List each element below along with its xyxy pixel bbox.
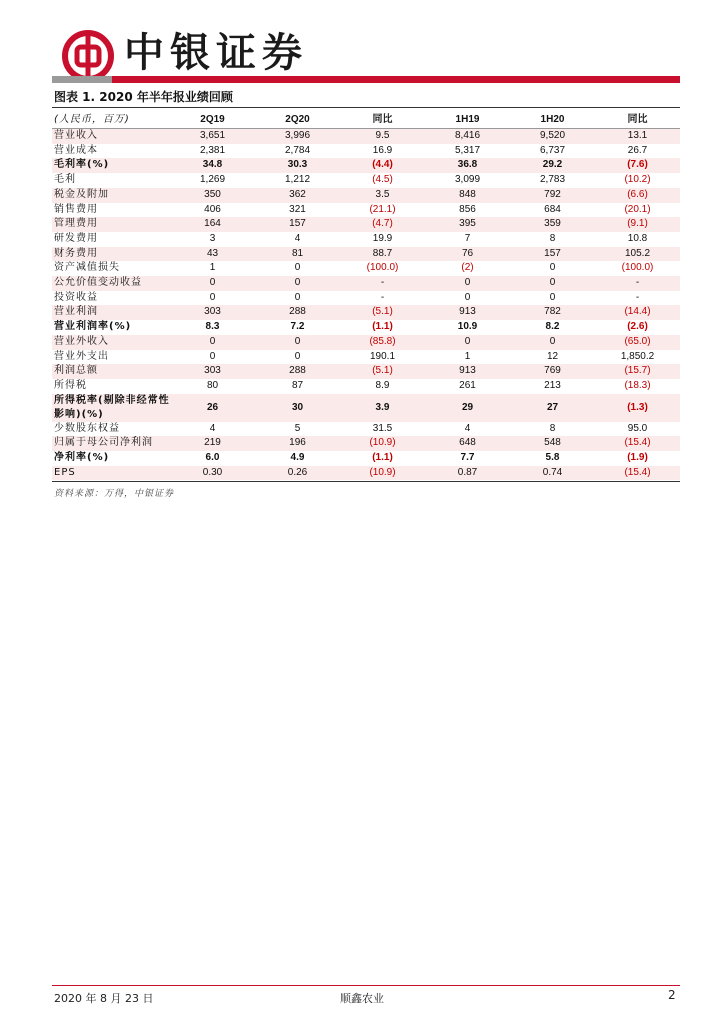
- table-cell: -: [340, 276, 425, 291]
- table-cell: 3.9: [340, 394, 425, 422]
- table-cell: 0.74: [510, 466, 595, 481]
- table-cell: 10.8: [627, 232, 648, 244]
- table-cell: 792: [510, 188, 595, 203]
- table-row: [52, 466, 680, 481]
- table-cell: (65.0): [595, 335, 680, 350]
- table-cell: 4: [209, 422, 216, 434]
- table-cell: 213: [544, 379, 561, 391]
- table-cell: 684: [544, 203, 561, 215]
- table-cell: (10.9): [340, 436, 425, 451]
- table-cell: 2,784: [284, 144, 311, 156]
- table-cell: 261: [459, 379, 476, 391]
- table-cell: 6,737: [539, 144, 566, 156]
- row-label: 研发费用: [54, 232, 98, 244]
- header-bar-accent: [52, 76, 112, 83]
- title-divider: [52, 107, 680, 108]
- table-cell: (2): [461, 262, 474, 274]
- table-cell: 548: [510, 436, 595, 451]
- table-cell: (6.6): [595, 188, 680, 203]
- table-cell: 2,381: [199, 144, 226, 156]
- table-cell: 0: [294, 262, 301, 274]
- table-cell: 7.7: [460, 452, 475, 464]
- table-row: [52, 144, 680, 159]
- table-row: [52, 350, 680, 365]
- table-cell: 1: [464, 350, 471, 362]
- table-cell: 81: [255, 247, 340, 262]
- table-cell: 3: [209, 232, 216, 244]
- table-cell: 0: [425, 335, 510, 350]
- table-row: [52, 173, 680, 188]
- table-cell: 769: [510, 364, 595, 379]
- table-cell: (100.0): [621, 262, 654, 274]
- table-cell: 7: [464, 232, 471, 244]
- table-row: [52, 436, 680, 451]
- table-row: [52, 364, 680, 379]
- table-cell: 196: [255, 436, 340, 451]
- table-cell: 4.9: [290, 452, 305, 464]
- table-cell: 27: [510, 394, 595, 422]
- table-cell: 9,520: [510, 129, 595, 144]
- table-cell: 36.8: [425, 158, 510, 173]
- brand-name: 中银证券: [124, 29, 308, 76]
- table-cell: 7.2: [290, 321, 305, 333]
- table-cell: 19.9: [372, 232, 393, 244]
- table-cell: (15.4): [595, 466, 680, 481]
- table-cell: 288: [255, 364, 340, 379]
- column-header: 1H20: [510, 112, 595, 129]
- table-cell: -: [595, 276, 680, 291]
- table-cell: 34.8: [170, 158, 255, 173]
- table-cell: (7.6): [595, 158, 680, 173]
- table-cell: (1.3): [595, 394, 680, 422]
- table-row: [52, 335, 680, 350]
- table-cell: 0: [294, 291, 301, 303]
- table-row: [52, 188, 680, 203]
- row-label: 销售费用: [54, 203, 98, 215]
- table-cell: 157: [255, 217, 340, 232]
- column-header: 同比: [595, 112, 680, 129]
- table-row: [52, 379, 680, 394]
- row-label: EPS: [52, 466, 170, 481]
- table-cell: (1.1): [372, 321, 393, 333]
- table-cell: 0: [510, 335, 595, 350]
- table-cell: 913: [425, 364, 510, 379]
- table-cell: 0: [425, 276, 510, 291]
- table-cell: 0: [170, 276, 255, 291]
- page-number: 2: [668, 988, 676, 1002]
- row-label: 公允价值变动收益: [52, 276, 170, 291]
- table-cell: (5.1): [340, 364, 425, 379]
- table-cell: 30.3: [255, 158, 340, 173]
- table-cell: 0: [464, 291, 471, 303]
- table-cell: (21.1): [369, 203, 396, 215]
- source-note: 资料来源：万得，中银证券: [54, 489, 175, 499]
- table-cell: 31.5: [372, 422, 393, 434]
- row-label: 所得税: [54, 379, 87, 391]
- row-label: 少数股东权益: [54, 422, 120, 434]
- table-cell: -: [380, 291, 385, 303]
- row-label: 营业成本: [54, 144, 98, 156]
- table-cell: 157: [510, 247, 595, 262]
- column-header: 同比: [340, 112, 425, 129]
- column-header: 1H19: [425, 112, 510, 129]
- table-row: [52, 203, 680, 218]
- table-cell: 29: [425, 394, 510, 422]
- row-label: 归属于母公司净利润: [52, 436, 170, 451]
- table-row: [52, 129, 680, 144]
- table-cell: 303: [170, 305, 255, 320]
- table-cell: 848: [425, 188, 510, 203]
- column-header: (人民币，百万): [52, 112, 170, 129]
- table-cell: 1,269: [199, 174, 226, 186]
- table-cell: 9.5: [340, 129, 425, 144]
- table-cell: 3,099: [454, 174, 481, 186]
- table-row: [52, 232, 680, 247]
- results-table: [52, 112, 680, 480]
- table-cell: 8: [549, 422, 556, 434]
- table-row: [52, 276, 680, 291]
- row-label: 毛利: [54, 174, 76, 186]
- table-cell: 0: [549, 291, 556, 303]
- row-label: 营业外支出: [54, 350, 109, 362]
- table-cell: (10.2): [624, 174, 651, 186]
- table-cell: 0: [510, 276, 595, 291]
- table-cell: (14.4): [595, 305, 680, 320]
- table-cell: 0: [294, 350, 301, 362]
- table-row: [52, 320, 680, 335]
- table-cell: 8: [549, 232, 556, 244]
- row-label: 利润总额: [52, 364, 170, 379]
- row-label: 净利率(%): [54, 452, 110, 464]
- table-header-row: [52, 112, 680, 129]
- table-cell: 303: [170, 364, 255, 379]
- table-cell: (100.0): [366, 262, 399, 274]
- table-cell: (2.6): [627, 321, 648, 333]
- table-cell: 8.3: [205, 321, 220, 333]
- figure-title: 图表 1. 2020 年半年报业绩回顾: [54, 90, 233, 104]
- table-cell: (20.1): [624, 203, 651, 215]
- table-cell: (4.4): [340, 158, 425, 173]
- table-cell: 5,317: [454, 144, 481, 156]
- table-bottom-rule: [52, 481, 680, 482]
- table-cell: 3.5: [340, 188, 425, 203]
- table-cell: 1,212: [284, 174, 311, 186]
- table-cell: 395: [425, 217, 510, 232]
- table-cell: (15.4): [595, 436, 680, 451]
- table-row: [52, 247, 680, 262]
- column-header: 2Q20: [255, 112, 340, 129]
- table-row: [52, 394, 680, 422]
- table-cell: 95.0: [627, 422, 648, 434]
- table-cell: 0: [209, 350, 216, 362]
- table-row: [52, 291, 680, 306]
- row-label: 营业利润: [52, 305, 170, 320]
- column-header: 2Q19: [170, 112, 255, 129]
- table-row: [52, 422, 680, 437]
- table-cell: 6.0: [205, 452, 220, 464]
- row-label: 毛利率(%): [52, 158, 170, 173]
- table-cell: 0.87: [425, 466, 510, 481]
- table-cell: (1.1): [372, 452, 393, 464]
- table-cell: 219: [170, 436, 255, 451]
- row-label: 投资收益: [54, 291, 98, 303]
- header-bar: [52, 76, 680, 83]
- table-cell: 362: [255, 188, 340, 203]
- table-cell: 105.2: [595, 247, 680, 262]
- table-cell: (5.1): [340, 305, 425, 320]
- table-row: [52, 305, 680, 320]
- table-cell: 0.30: [170, 466, 255, 481]
- table-cell: (85.8): [340, 335, 425, 350]
- table-cell: (15.7): [595, 364, 680, 379]
- table-cell: 288: [255, 305, 340, 320]
- table-cell: (10.9): [340, 466, 425, 481]
- table-cell: 5.8: [545, 452, 560, 464]
- table-cell: 88.7: [340, 247, 425, 262]
- table-cell: 856: [459, 203, 476, 215]
- row-label: 营业收入: [52, 129, 170, 144]
- table-cell: 8.2: [545, 321, 560, 333]
- row-label: 营业外收入: [52, 335, 170, 350]
- row-label: 营业利润率(%): [54, 321, 132, 333]
- table-cell: 13.1: [595, 129, 680, 144]
- footer-date: 2020 年 8 月 23 日: [54, 992, 154, 1005]
- row-label: 税金及附加: [52, 188, 170, 203]
- table-cell: 321: [289, 203, 306, 215]
- table-cell: 10.9: [457, 321, 478, 333]
- table-cell: 30: [255, 394, 340, 422]
- table-cell: 29.2: [510, 158, 595, 173]
- table-cell: 0: [255, 335, 340, 350]
- table-cell: 0: [255, 276, 340, 291]
- table-cell: 26: [170, 394, 255, 422]
- table-cell: 80: [206, 379, 219, 391]
- table-cell: (18.3): [624, 379, 651, 391]
- row-label: 所得税率(剔除非经常性影响)(%): [54, 394, 170, 420]
- table-cell: 164: [170, 217, 255, 232]
- table-cell: 359: [510, 217, 595, 232]
- table-cell: 2,783: [539, 174, 566, 186]
- table-cell: 16.9: [372, 144, 393, 156]
- table-cell: 406: [204, 203, 221, 215]
- table-cell: (4.7): [340, 217, 425, 232]
- table-cell: 0: [549, 262, 556, 274]
- table-cell: 3,651: [170, 129, 255, 144]
- row-label: 管理费用: [52, 217, 170, 232]
- table-cell: 3,996: [255, 129, 340, 144]
- row-label: 资产减值损失: [54, 262, 120, 274]
- footer-company: 顺鑫农业: [340, 992, 384, 1005]
- table-cell: 190.1: [369, 350, 396, 362]
- table-cell: 913: [425, 305, 510, 320]
- table-row: [52, 261, 680, 276]
- table-cell: (1.9): [627, 452, 648, 464]
- table-cell: 87: [291, 379, 304, 391]
- table-cell: 43: [170, 247, 255, 262]
- table-cell: 12: [546, 350, 559, 362]
- table-cell: 76: [425, 247, 510, 262]
- table-row: [52, 217, 680, 232]
- table-cell: 0: [170, 335, 255, 350]
- table-cell: 26.7: [627, 144, 648, 156]
- table-cell: 648: [425, 436, 510, 451]
- table-cell: -: [635, 291, 640, 303]
- table-cell: 1: [209, 262, 216, 274]
- table-cell: 1,850.2: [620, 350, 655, 362]
- table-cell: 782: [510, 305, 595, 320]
- table-cell: (4.5): [372, 174, 393, 186]
- footer-divider: [52, 985, 680, 986]
- table-row: [52, 158, 680, 173]
- table-cell: 8.9: [375, 379, 390, 391]
- table-row: [52, 451, 680, 466]
- table-cell: 5: [294, 422, 301, 434]
- bank-of-china-logo-icon: [62, 30, 114, 82]
- table-body: [52, 129, 680, 481]
- table-cell: 350: [170, 188, 255, 203]
- table-cell: 8,416: [425, 129, 510, 144]
- table-cell: 4: [464, 422, 471, 434]
- table-cell: 0.26: [255, 466, 340, 481]
- table-cell: (9.1): [595, 217, 680, 232]
- row-label: 财务费用: [52, 247, 170, 262]
- table-cell: 4: [294, 232, 301, 244]
- table-cell: 0: [209, 291, 216, 303]
